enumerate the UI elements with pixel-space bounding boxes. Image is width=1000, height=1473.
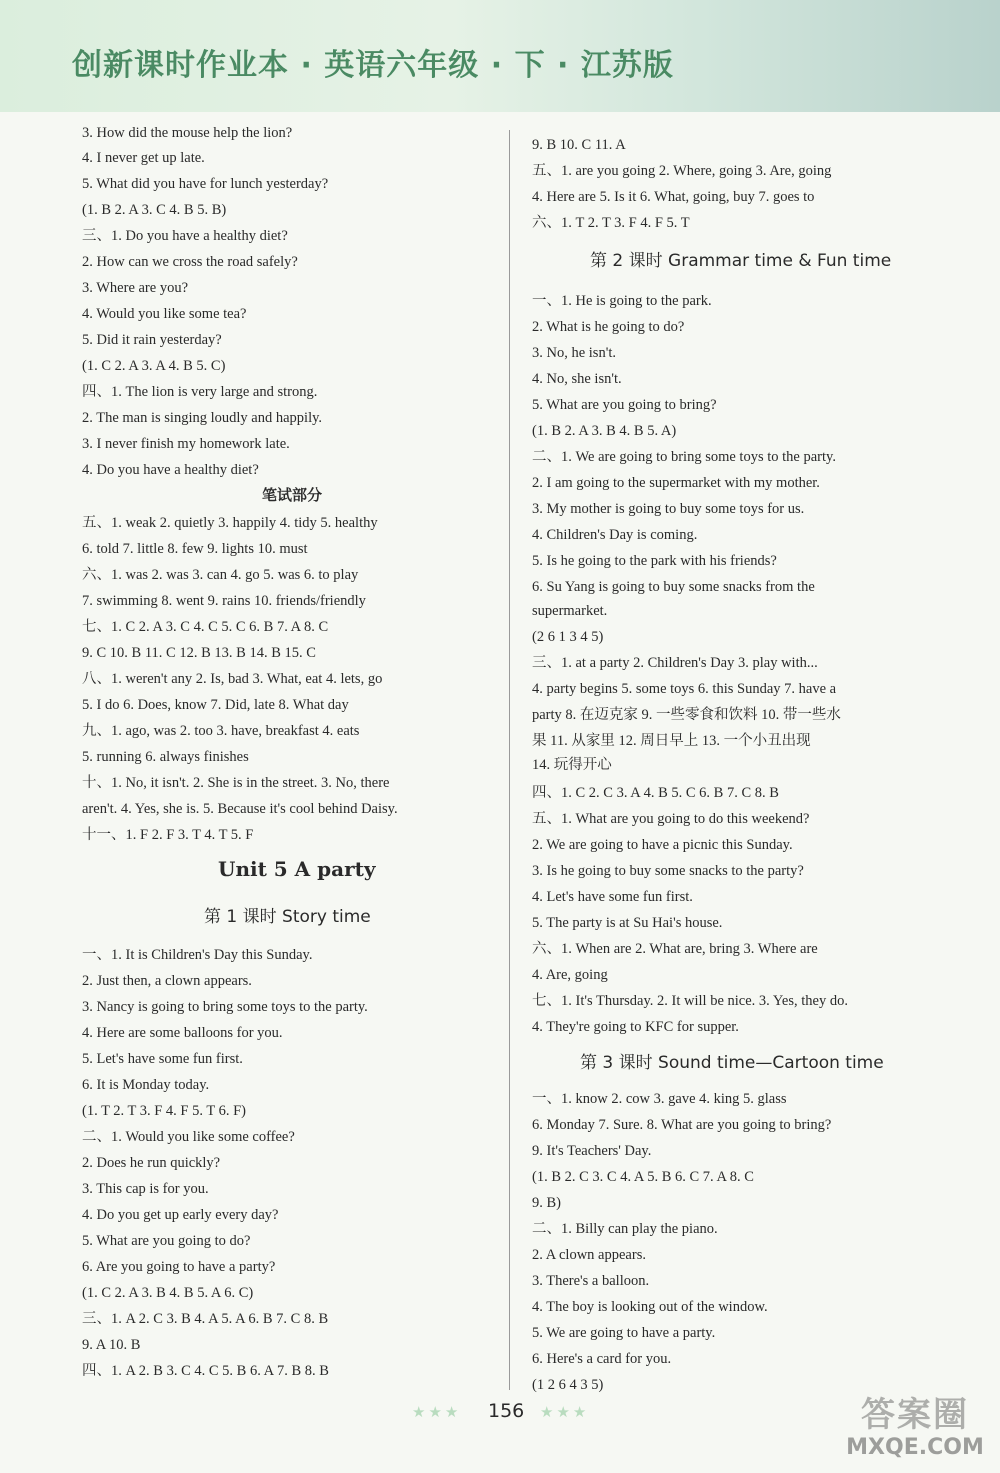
answer-line: (1. C 2. A 3. B 4. B 5. A 6. C) xyxy=(82,1285,254,1301)
answer-line: 4. Here are 5. Is it 6. What, going, buy 7. goes to xyxy=(532,189,815,205)
answer-line: 七、1. C 2. A 3. C 4. C 5. C 6. B 7. A 8. C xyxy=(82,619,329,635)
answer-line: 三、1. Do you have a healthy diet? xyxy=(82,228,288,244)
answer-line: 七、1. It's Thursday. 2. It will be nice. 3. Yes, they do. xyxy=(532,993,848,1009)
answer-line: 3. Is he going to buy some snacks to the party? xyxy=(532,863,804,879)
answer-line: 三、1. A 2. C 3. B 4. A 5. A 6. B 7. C 8. B xyxy=(82,1311,329,1327)
answer-line: (2 6 1 3 4 5) xyxy=(532,629,604,645)
book-title: 创新课时作业本 · 英语六年级 · 下 · 江苏版 xyxy=(72,48,674,83)
answer-line: 八、1. weren't any 2. Is, bad 3. What, eat 4. lets, go xyxy=(82,671,383,687)
answer-line: (1 2 6 4 3 5) xyxy=(532,1377,604,1393)
answer-line: 二、1. Would you like some coffee? xyxy=(82,1129,295,1145)
column-divider xyxy=(509,130,510,1390)
watermark-url: MXQE.COM xyxy=(846,1435,984,1460)
answer-line: 一、1. He is going to the park. xyxy=(532,293,712,309)
answer-line: 6. told 7. little 8. few 9. lights 10. must xyxy=(82,541,308,557)
answer-line: 9. B) xyxy=(532,1195,561,1211)
answer-line: 5. The party is at Su Hai's house. xyxy=(532,915,723,931)
answer-line: 5. We are going to have a party. xyxy=(532,1325,716,1341)
answer-line: 6. Here's a card for you. xyxy=(532,1351,672,1367)
answer-line: 2. A clown appears. xyxy=(532,1247,646,1263)
answer-line: 9. C 10. B 11. C 12. B 13. B 14. B 15. C xyxy=(82,645,316,661)
answer-line: 5. What are you going to do? xyxy=(82,1233,251,1249)
answer-line: 2. We are going to have a picnic this Sunday. xyxy=(532,837,793,853)
answer-line: 5. Did it rain yesterday? xyxy=(82,332,222,348)
answer-line: 第 2 课时 Grammar time & Fun time xyxy=(590,251,892,271)
answer-line: 2. How can we cross the road safely? xyxy=(82,254,298,270)
answer-line: 十、1. No, it isn't. 2. She is in the street. 3. No, there xyxy=(82,775,390,791)
answer-line: 六、1. T 2. T 3. F 4. F 5. T xyxy=(532,215,690,231)
star-decoration-left: ★★★ xyxy=(412,1405,462,1421)
answer-line: 五、1. What are you going to do this weekend? xyxy=(532,811,810,827)
answer-line: 第 1 课时 Story time xyxy=(204,907,371,927)
answer-line: (1. B 2. A 3. B 4. B 5. A) xyxy=(532,423,677,439)
answer-line: 6. Monday 7. Sure. 8. What are you going to bring? xyxy=(532,1117,832,1133)
star-decoration-right: ★★★ xyxy=(540,1405,590,1421)
answer-line: 4. They're going to KFC for supper. xyxy=(532,1019,739,1035)
answer-line: 5. running 6. always finishes xyxy=(82,749,249,765)
answer-line: 3. Where are you? xyxy=(82,280,189,296)
answer-line: 3. No, he isn't. xyxy=(532,345,616,361)
answer-line: 2. The man is singing loudly and happily. xyxy=(82,410,323,426)
answer-line: 4. I never get up late. xyxy=(82,150,205,166)
answer-line: 6. Su Yang is going to buy some snacks from the xyxy=(532,579,815,595)
answer-line: 一、1. It is Children's Day this Sunday. xyxy=(82,947,313,963)
answer-line: 5. Let's have some fun first. xyxy=(82,1051,243,1067)
answer-line: 6. Are you going to have a party? xyxy=(82,1259,276,1275)
answer-line: 5. What are you going to bring? xyxy=(532,397,717,413)
answer-line: 六、1. was 2. was 3. can 4. go 5. was 6. to play xyxy=(82,567,359,583)
answer-line: Unit 5 A party xyxy=(218,857,376,881)
answer-line: 5. What did you have for lunch yesterday? xyxy=(82,176,329,192)
watermark-logo: 答案圈 xyxy=(861,1395,969,1435)
watermark xyxy=(840,1395,990,1467)
answer-line: 4. party begins 5. some toys 6. this Sunday 7. have a xyxy=(532,681,837,697)
answer-line: supermarket. xyxy=(532,603,608,619)
answer-line: (1. B 2. A 3. C 4. B 5. B) xyxy=(82,202,227,218)
answer-line: 一、1. know 2. cow 3. gave 4. king 5. glass xyxy=(532,1091,787,1107)
answer-line: 四、1. A 2. B 3. C 4. C 5. B 6. A 7. B 8. B xyxy=(82,1363,329,1379)
answer-line: (1. T 2. T 3. F 4. F 5. T 6. F) xyxy=(82,1103,246,1119)
answer-line: 2. What is he going to do? xyxy=(532,319,685,335)
answer-line: 4. Do you have a healthy diet? xyxy=(82,462,259,478)
answer-line: 2. I am going to the supermarket with my mother. xyxy=(532,475,820,491)
answer-line: 3. Nancy is going to bring some toys to the party. xyxy=(82,999,368,1015)
answer-line: 笔试部分 xyxy=(262,486,323,504)
answer-line: (1. C 2. A 3. A 4. B 5. C) xyxy=(82,358,226,374)
answer-line: 9. It's Teachers' Day. xyxy=(532,1143,652,1159)
answer-line: 2. Just then, a clown appears. xyxy=(82,973,252,989)
header-banner xyxy=(0,0,1000,112)
answer-line: 5. I do 6. Does, know 7. Did, late 8. What day xyxy=(82,697,349,713)
answer-line: 三、1. at a party 2. Children's Day 3. play with... xyxy=(532,655,818,671)
answer-line: (1. B 2. C 3. C 4. A 5. B 6. C 7. A 8. C xyxy=(532,1169,754,1185)
answer-line: 6. It is Monday today. xyxy=(82,1077,210,1093)
answer-line: 十一、1. F 2. F 3. T 4. T 5. F xyxy=(82,827,254,843)
answer-line: 3. I never finish my homework late. xyxy=(82,436,290,452)
answer-line: 4. Are, going xyxy=(532,967,608,983)
answer-line: 六、1. When are 2. What are, bring 3. Where are xyxy=(532,941,818,957)
answer-line: 4. Would you like some tea? xyxy=(82,306,247,322)
answer-line: aren't. 4. Yes, she is. 5. Because it's cool behind Daisy. xyxy=(82,801,398,817)
answer-line: 3. This cap is for you. xyxy=(82,1181,209,1197)
answer-line: 3. There's a balloon. xyxy=(532,1273,650,1289)
answer-line: 9. B 10. C 11. A xyxy=(532,137,626,153)
answer-line: 7. swimming 8. went 9. rains 10. friends/friendly xyxy=(82,593,366,609)
answer-line: 五、1. weak 2. quietly 3. happily 4. tidy 5. healthy xyxy=(82,515,378,531)
answer-line: 四、1. The lion is very large and strong. xyxy=(82,384,318,400)
answer-line: 4. Let's have some fun first. xyxy=(532,889,693,905)
answer-line: 果 11. 从家里 12. 周日早上 13. 一个小丑出现 xyxy=(532,733,811,749)
answer-line: 二、1. We are going to bring some toys to the party. xyxy=(532,449,836,465)
answer-line: 4. The boy is looking out of the window. xyxy=(532,1299,768,1315)
answer-line: 4. No, she isn't. xyxy=(532,371,622,387)
answer-line: 4. Children's Day is coming. xyxy=(532,527,698,543)
answer-line: 二、1. Billy can play the piano. xyxy=(532,1221,718,1237)
answer-line: 4. Here are some balloons for you. xyxy=(82,1025,283,1041)
answer-line: 5. Is he going to the park with his friends? xyxy=(532,553,777,569)
answer-line: party 8. 在迈克家 9. 一些零食和饮料 10. 带一些水 xyxy=(532,707,841,723)
answer-line: 九、1. ago, was 2. too 3. have, breakfast 4. eats xyxy=(82,723,360,739)
answer-line: 4. Do you get up early every day? xyxy=(82,1207,279,1223)
answer-line: 五、1. are you going 2. Where, going 3. Are, going xyxy=(532,163,832,179)
answer-line: 9. A 10. B xyxy=(82,1337,141,1353)
answer-line: 3. How did the mouse help the lion? xyxy=(82,125,293,141)
answer-line: 3. My mother is going to buy some toys for us. xyxy=(532,501,805,517)
answer-line: 四、1. C 2. C 3. A 4. B 5. C 6. B 7. C 8. B xyxy=(532,785,779,801)
answer-line: 第 3 课时 Sound time—Cartoon time xyxy=(580,1053,884,1073)
answer-line: 14. 玩得开心 xyxy=(532,757,612,773)
answer-line: 2. Does he run quickly? xyxy=(82,1155,221,1171)
page-number: 156 xyxy=(488,1400,525,1422)
